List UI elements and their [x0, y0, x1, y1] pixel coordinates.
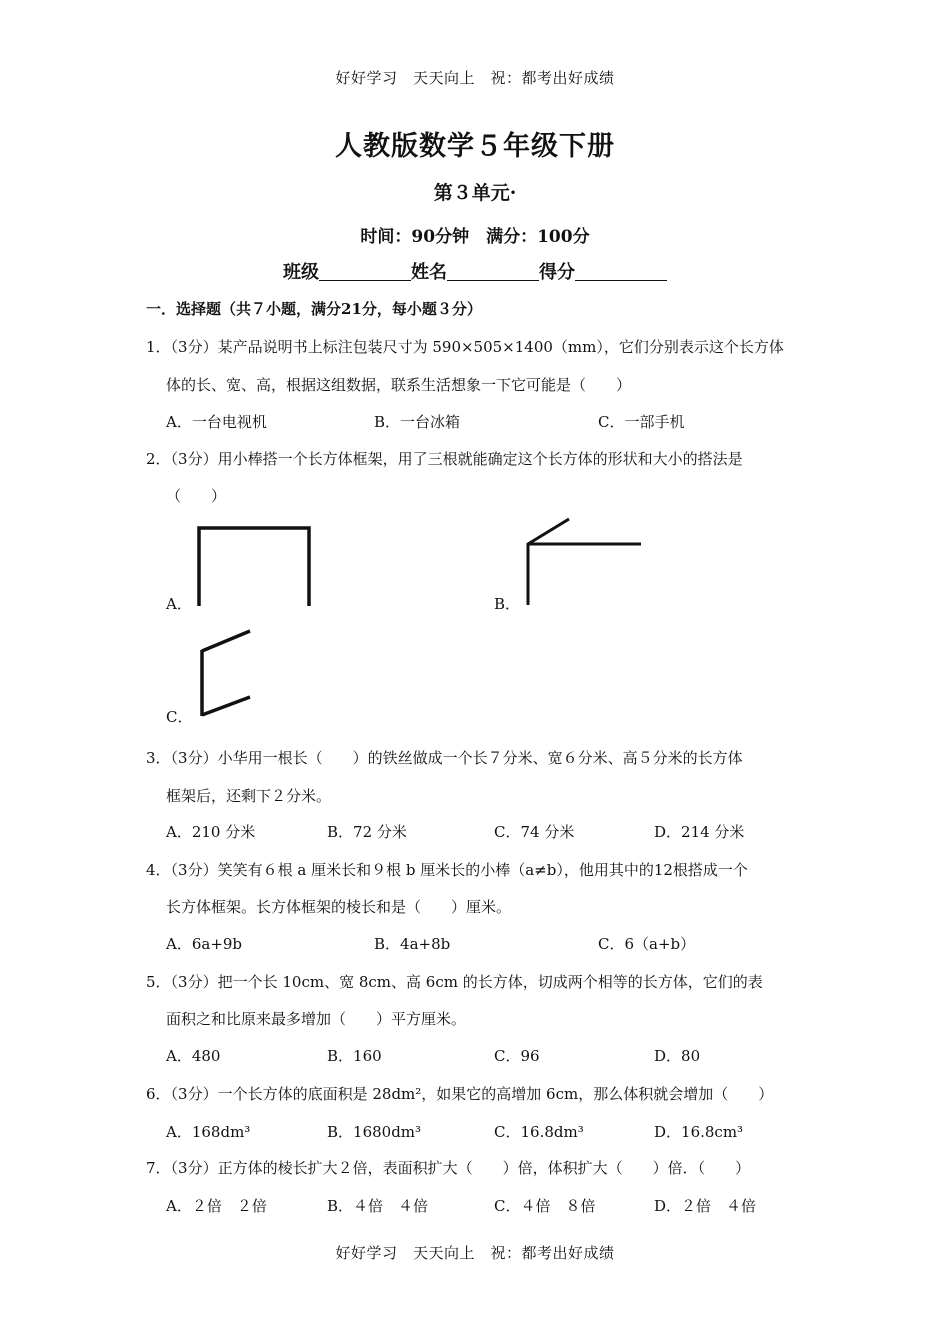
question-1-line-1: 1．（3分）某产品说明书上标注包装尺寸为 590×505×1400（mm），它们分别表示这个长方体: [146, 338, 784, 356]
question-6-option-a[interactable]: A．168dm³: [166, 1123, 251, 1141]
question-7-option-a[interactable]: A．２倍 ２倍: [166, 1197, 267, 1215]
question-4-option-c[interactable]: C．6（a+b）: [598, 935, 696, 953]
question-1-line-2: 体的长、宽、高，根据这组数据，联系生活想象一下它可能是（ ）: [166, 376, 632, 394]
class-blank[interactable]: [319, 262, 411, 281]
question-5-line-1: 5．（3分）把一个长 10cm、宽 8cm、高 6cm 的长方体，切成两个相等的长方体，它们的表: [146, 973, 763, 991]
question-1-option-c[interactable]: C．一部手机: [598, 413, 685, 431]
figure-b-sticks: [520, 515, 645, 607]
question-1-option-b[interactable]: B．一台冰箱: [374, 413, 461, 431]
class-label: 班级: [283, 262, 319, 283]
question-3-option-c[interactable]: C．74 分米: [494, 823, 575, 841]
question-5-option-c[interactable]: C．96: [494, 1047, 540, 1065]
name-label: 姓名: [411, 262, 447, 283]
question-2-option-a[interactable]: A．: [166, 595, 192, 613]
question-6-option-c[interactable]: C．16.8dm³: [494, 1123, 584, 1141]
unit-title: 第３单元·: [433, 182, 517, 204]
section-title: 一．选择题（共７小题，满分21分，每小题３分）: [146, 300, 482, 318]
score-blank[interactable]: [575, 262, 667, 281]
question-3-option-b[interactable]: B．72 分米: [327, 823, 407, 841]
question-5-option-a[interactable]: A．480: [166, 1047, 221, 1065]
question-5-line-2: 面积之和比原来最多增加（ ）平方厘米。: [166, 1010, 467, 1028]
student-info-line: [0, 258, 950, 284]
question-6-option-d[interactable]: D．16.8cm³: [654, 1123, 744, 1141]
question-2-line-2: （ ）: [166, 487, 227, 505]
figure-c-sticks: [194, 626, 256, 720]
question-2-option-b[interactable]: B．: [494, 595, 521, 613]
question-5-option-b[interactable]: B．160: [327, 1047, 382, 1065]
question-3-option-d[interactable]: D．214 分米: [654, 823, 745, 841]
page-footer: 好好学习 天天向上 祝：都考出好成绩: [335, 1244, 615, 1262]
question-7-option-d[interactable]: D．２倍 ４倍: [654, 1197, 757, 1215]
question-3-option-a[interactable]: A．210 分米: [166, 823, 256, 841]
question-6-option-b[interactable]: B．1680dm³: [327, 1123, 422, 1141]
question-7-option-c[interactable]: C．４倍 ８倍: [494, 1197, 596, 1215]
question-3-line-2: 框架后，还剩下２分米。: [166, 787, 332, 805]
page-title: 人教版数学５年级下册: [335, 131, 615, 162]
score-label: 得分: [539, 262, 575, 283]
question-7-option-b[interactable]: B．４倍 ４倍: [327, 1197, 429, 1215]
question-5-option-d[interactable]: D．80: [654, 1047, 701, 1065]
question-2-option-c[interactable]: C．: [166, 708, 193, 726]
name-blank[interactable]: [447, 262, 539, 281]
figure-a-sticks: [192, 522, 317, 608]
question-3-line-1: 3．（3分）小华用一根长（ ）的铁丝做成一个长７分米、宽６分米、高５分米的长方体: [146, 749, 743, 767]
question-1-option-a[interactable]: A．一台电视机: [166, 413, 267, 431]
question-7-line-1: 7．（3分）正方体的棱长扩大２倍，表面积扩大（ ）倍，体积扩大（ ）倍．（ ）: [146, 1159, 751, 1177]
question-4-option-a[interactable]: A．6a+9b: [166, 935, 243, 953]
time-info: 时间：90分钟 满分：100分: [360, 227, 590, 247]
page-header: 好好学习 天天向上 祝：都考出好成绩: [335, 69, 615, 87]
question-4-line-2: 长方体框架。长方体框架的棱长和是（ ）厘米。: [166, 898, 512, 916]
question-2-line-1: 2．（3分）用小棒搭一个长方体框架，用了三根就能确定这个长方体的形状和大小的搭法是: [146, 450, 743, 468]
question-6-line-1: 6．（3分）一个长方体的底面积是 28dm²，如果它的高增加 6cm，那么体积就会增加（ ）: [146, 1085, 774, 1103]
question-4-line-1: 4．（3分）笑笑有６根 a 厘米长和９根 b 厘米长的小棒（a≠b），他用其中的12根搭成一个: [146, 861, 748, 879]
question-4-option-b[interactable]: B．4a+8b: [374, 935, 451, 953]
